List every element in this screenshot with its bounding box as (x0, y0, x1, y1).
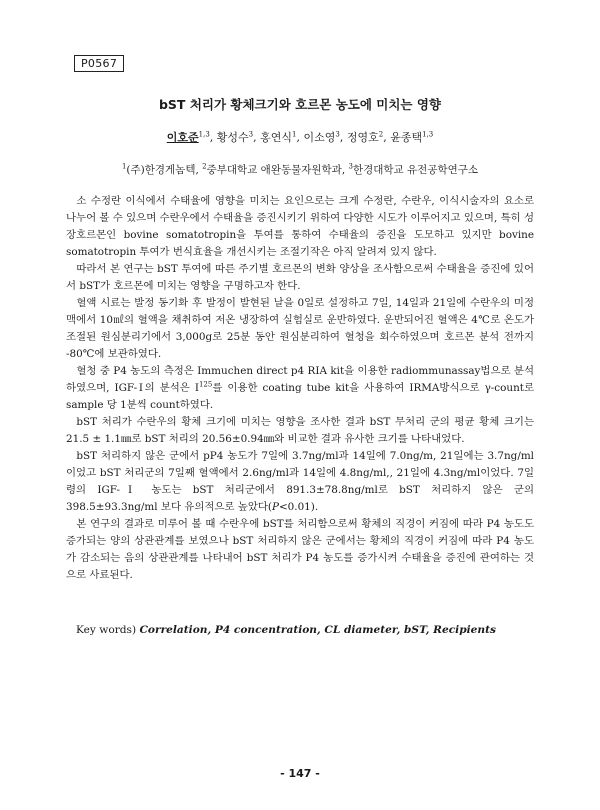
paragraph-hormone-results (66, 448, 534, 516)
author-affil-marker: 1,3 (198, 130, 210, 139)
text-run: <0.01). (278, 501, 319, 513)
page-number: - 147 - (280, 767, 320, 780)
affil-marker: 3 (348, 162, 353, 171)
author-affil-marker: 3 (335, 130, 340, 139)
p-value-symbol: P (271, 501, 279, 513)
paragraph-sampling: 혈액 시료는 발정 동기화 후 발정이 발현된 날을 0일로 설정하고 7일, 14일과 21일에 수란우의 미정맥에서 10㎖의 혈액을 채취하여 저온 냉장하여 실험실로 운반하였다. 운반되어진 혈액은 4℃로 온도가 조절된 원심분리기에서 3,000g로 25분 동안 원심분리하여 혈청을 회수하였으며 호르몬 분석 전까지 -80℃에 보관하였다. (66, 297, 534, 360)
affil-marker: 2 (202, 162, 207, 171)
paragraph-objective: 따라서 본 연구는 bST 투여에 따른 주기별 호르몬의 변화 양상을 조사함으로써 수태율을 증진에 있어서 bST가 호르몬에 미치는 영향을 구명하고자 한다. (66, 263, 534, 292)
affiliation-list: $^1$(주)한경게놈텍, $^2$중부대학교 애완동물자원학과, $^3$한경대학교 유전공학연구소 (121, 162, 479, 176)
affiliation: 중부대학교 애완동물자원학과 (206, 164, 342, 176)
text-run: 혈청 중 P4 농도의 측정은 Immuchen direct p4 RIA kit을 이용한 radiommunassay법으로 분석하였으며, IGF-Ⅰ의 분석은 I (66, 365, 534, 394)
author-name: 황성수 (216, 131, 249, 144)
paper-title: bST 처리가 황체크기와 호르몬 농도에 미치는 영향 (158, 97, 441, 112)
author-name: 정영호 (346, 131, 379, 144)
affiliation: 한경대학교 유전공학연구소 (352, 164, 479, 176)
affiliation: (주)한경게놈텍 (126, 164, 196, 176)
paragraph-cl-size: bST 처리가 수란우의 황체 크기에 미치는 영향을 조사한 결과 bST 무처리 군의 평균 황체 크기는 21.5 ± 1.1㎜로 bST 처리의 20.56±0.94㎜와 비교한 결과 유사한 크기를 나타내었다. (66, 416, 534, 445)
text-run: bST 처리하지 않은 군에서 pP4 농도가 7일에 3.7ng/ml과 14일에 7.0ng/m, 21일에는 3.7ng/ml이었고 bST 처리군의 7일째 혈액에서 2.6ng/ml과 14일에 4.8ng/ml,, 21일에 4.3ng/ml이었다. 7일령의 IGF-Ⅰ 농도는 bST 처리군에서 891.3±78.8ng/ml로 bST 처리하지 않은 군의 398.5±93.3ng/ml 보다 유의적으로 높았다( (66, 450, 534, 513)
author-affil-marker: 1 (292, 130, 297, 139)
paragraph-conclusion: 본 연구의 결과로 미루어 볼 때 수란우에 bST를 처리함으로써 황체의 직경이 커짐에 따라 P4 농도도 증가되는 양의 상관관계를 보였으나 bST 처리하지 않은 군에서는 황체의 직경이 커짐에 따라 P4 농도가 감소되는 음의 상관관계를 나타내어 bST 처리가 P4 농도를 증가시켜 수태율을 증진에 관여하는 것으로 사료된다. (66, 518, 534, 581)
keywords-line (76, 624, 496, 636)
isotope-superscript: 125 (198, 380, 213, 389)
abstract-code: P0567 (74, 55, 124, 72)
author-name: 이소영 (303, 131, 336, 144)
abstract-body (66, 193, 534, 584)
author-affil-marker: 2 (378, 130, 384, 139)
author-affil-marker: 3 (248, 130, 254, 139)
author-name: 윤종택 (390, 131, 423, 144)
keywords-terms: Correlation, P4 concentration, CL diameter, bST, Recipients (139, 624, 496, 636)
author-list: 이호준$^{1,3}$, 황성수$^3$, 홍연식$^1$, 이소영$^3$, 정영호$^2$, 윤종택$^{1,3}$ (166, 130, 434, 144)
author-affil-marker: 1,3 (422, 130, 434, 139)
affil-marker: 1 (121, 162, 127, 171)
author-name: 홍연식 (260, 131, 293, 144)
text-run: 를 이용한 coating tube kit을 사용하여 IRMA방식으로 γ-count로 sample 당 1분씩 count하였다. (66, 382, 534, 411)
paragraph-background: 소 수정란 이식에서 수태율에 영향을 미치는 요인으로는 크게 수정란, 수란우, 이식시술자의 요소로 나누어 볼 수 있으며 수란우에서 수태율을 증진시키기 위하여 다양한 시도가 이루어지고 있으며, 특히 성장호르몬인 bovine somatotropin을 투여를 통하여 수태율의 증진을 도모하고 있지만 bovine somatotropin 투여가 번식효율을 개선시키는 조절기작은 아직 알려져 있지 않다. (66, 195, 534, 258)
paragraph-assay (66, 363, 534, 414)
keywords-label: Key words) (76, 624, 137, 636)
author-name: 이호준 (166, 131, 199, 144)
